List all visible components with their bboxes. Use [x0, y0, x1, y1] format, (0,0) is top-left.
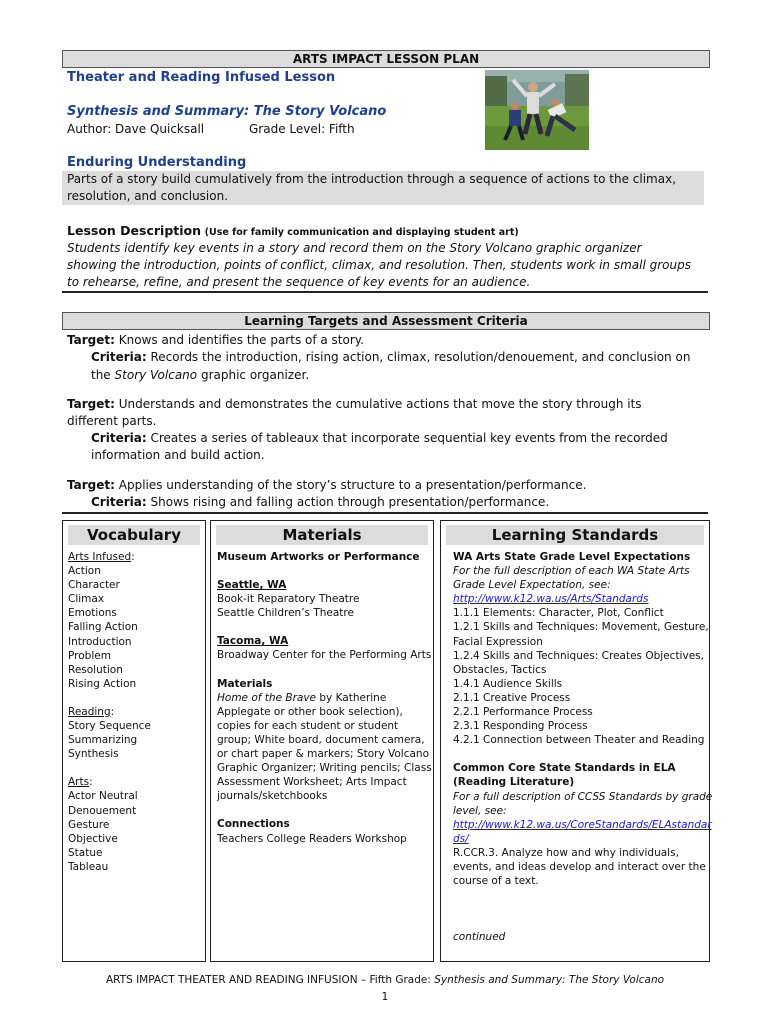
criteria-1-line-2: the Story Volcano graphic organizer. [91, 368, 310, 382]
list-item: Falling Action [68, 621, 138, 634]
list-item: Story Sequence [68, 720, 151, 733]
materials-heading: Materials [216, 525, 428, 545]
reading-label: Reading: [68, 705, 115, 718]
museum-heading: Museum Artworks or Performance [217, 551, 420, 563]
standard-item: events, and ideas develop and interact over the [453, 860, 706, 873]
students-performing-photo [485, 70, 589, 150]
vocabulary-column [62, 520, 206, 962]
standard-item: Obstacles, Tactics [453, 663, 547, 676]
list-item: Actor Neutral [68, 790, 138, 803]
materials-subheading: Materials [217, 677, 273, 690]
materials-line: Graphic Organizer; Writing pencils; Class [217, 762, 432, 775]
target-1: Target: Knows and identifies the parts of a story. [67, 333, 364, 347]
author: Author: Dave Quicksall [67, 122, 205, 136]
standard-item: R.CCR.3. Analyze how and why individuals, [453, 846, 679, 859]
enduring-line-2: resolution, and conclusion. [67, 189, 229, 203]
list-item: Action [68, 565, 101, 578]
target-2-line-2: different parts. [67, 414, 157, 428]
description-line-2: showing the introduction, points of conflict, climax, and resolution. Then, students work in small groups [67, 258, 691, 272]
ccss-intro-line: For a full description of CCSS Standards by grade [453, 790, 713, 803]
list-item: Broadway Center for the Performing Arts [217, 649, 432, 662]
list-item: Introduction [68, 635, 132, 648]
standard-item: 1.2.1 Skills and Techniques: Movement, Gesture, [453, 621, 709, 634]
list-item: Seattle Children’s Theatre [217, 607, 354, 620]
list-item: Teachers College Readers Workshop [217, 832, 407, 845]
criteria-1-line-1: Criteria: Records the introduction, rising action, climax, resolution/denouement, and conclusion on [91, 350, 691, 364]
divider [62, 512, 708, 514]
lesson-plan-banner: ARTS IMPACT LESSON PLAN [62, 50, 710, 68]
materials-column [210, 520, 434, 962]
lesson-title: Synthesis and Summary: The Story Volcano [67, 104, 387, 119]
list-item: Rising Action [68, 677, 137, 690]
standards-heading: Learning Standards [446, 525, 704, 545]
seattle-heading: Seattle, WA [217, 579, 287, 592]
footer: ARTS IMPACT THEATER AND READING INFUSION – Fifth Grade: Synthesis and Summary: The Story Volcano [105, 974, 665, 986]
criteria-2-line-1: Criteria: Creates a series of tableaux that incorporate sequential key events from the recorded [91, 431, 668, 445]
ccss-intro-line: level, see: [453, 804, 507, 817]
list-item: Book-it Reparatory Theatre [217, 593, 360, 606]
standard-item: Facial Expression [453, 635, 543, 648]
standard-item: 4.2.1 Connection between Theater and Reading [453, 734, 705, 747]
enduring-understanding-heading: Enduring Understanding [67, 155, 247, 170]
target-3: Target: Applies understanding of the story’s structure to a presentation/performance. [67, 478, 587, 492]
lesson-subtitle: Theater and Reading Infused Lesson [67, 70, 336, 85]
list-item: Statue [68, 846, 103, 859]
standards-column [440, 520, 713, 962]
vocabulary-heading: Vocabulary [68, 525, 200, 545]
list-item: Summarizing [68, 734, 138, 747]
tacoma-heading: Tacoma, WA [217, 635, 289, 648]
wa-standards-link[interactable]: http://www.k12.wa.us/Arts/Standards [453, 593, 649, 606]
list-item: Climax [68, 593, 105, 606]
materials-line: Applegate or other book selection), [217, 705, 403, 718]
materials-line: journals/sketchbooks [217, 790, 328, 803]
wa-intro-line: Grade Level Expectation, see: [453, 579, 611, 592]
standard-item: 1.1.1 Elements: Character, Plot, Conflict [453, 607, 664, 620]
page-number: 1 [381, 991, 389, 1003]
standard-item: 2.1.1 Creative Process [453, 691, 571, 704]
standard-item: 2.3.1 Responding Process [453, 720, 588, 733]
enduring-understanding-box [62, 171, 704, 205]
description-line-1: Students identify key events in a story and record them on the Story Volcano graphic organizer [67, 241, 642, 255]
wa-standards-heading: WA Arts State Grade Level Expectations [453, 551, 691, 563]
grade-level: Grade Level: Fifth [249, 122, 355, 136]
list-item: Synthesis [68, 748, 119, 761]
arts-label: Arts: [68, 776, 93, 789]
ccss-heading: (Reading Literature) [453, 776, 575, 789]
standard-item: course of a text. [453, 875, 539, 888]
connections-heading: Connections [217, 818, 290, 831]
standard-item: 1.2.4 Skills and Techniques: Creates Objectives, [453, 649, 704, 662]
list-item: Emotions [68, 607, 117, 620]
list-item: Character [68, 579, 120, 592]
criteria-3: Criteria: Shows rising and falling action through presentation/performance. [91, 495, 550, 509]
lesson-description-heading: Lesson Description (Use for family communication and displaying student art) [67, 223, 519, 238]
list-item: Denouement [68, 804, 137, 817]
target-2-line-1: Target: Understands and demonstrates the cumulative actions that move the story through its [67, 397, 642, 411]
arts-infused-label: Arts Infused: [68, 551, 135, 563]
materials-line: Home of the Brave by Katherine [217, 691, 387, 704]
standard-item: 1.4.1 Audience Skills [453, 677, 563, 690]
list-item: Tableau [68, 860, 109, 873]
list-item: Gesture [68, 818, 110, 831]
list-item: Problem [68, 649, 111, 662]
description-line-3: to rehearse, refine, and present the sequence of key events for an audience. [67, 275, 531, 289]
criteria-2-line-2: information and build action. [91, 448, 265, 462]
materials-line: copies for each student or student [217, 719, 399, 732]
materials-line: group; White board, document camera, [217, 733, 425, 746]
enduring-line-1: Parts of a story build cumulatively from the introduction through a sequence of actions to the climax, [67, 172, 677, 186]
ccss-standards-link[interactable]: ds/ [453, 832, 469, 845]
list-item: Objective [68, 832, 118, 845]
learning-targets-banner: Learning Targets and Assessment Criteria [62, 312, 710, 330]
wa-intro-line: For the full description of each WA State Arts [453, 565, 690, 578]
ccss-standards-link[interactable]: http://www.k12.wa.us/CoreStandards/ELAstandar [453, 818, 712, 831]
standard-item: 2.2.1 Performance Process [453, 706, 593, 719]
divider [62, 291, 708, 293]
materials-line: Assessment Worksheet; Arts Impact [217, 776, 407, 789]
materials-line: or chart paper & markers; Story Volcano [217, 748, 429, 761]
ccss-heading: Common Core State Standards in ELA [453, 762, 676, 775]
continued-note: continued [453, 931, 506, 944]
list-item: Resolution [68, 663, 123, 676]
